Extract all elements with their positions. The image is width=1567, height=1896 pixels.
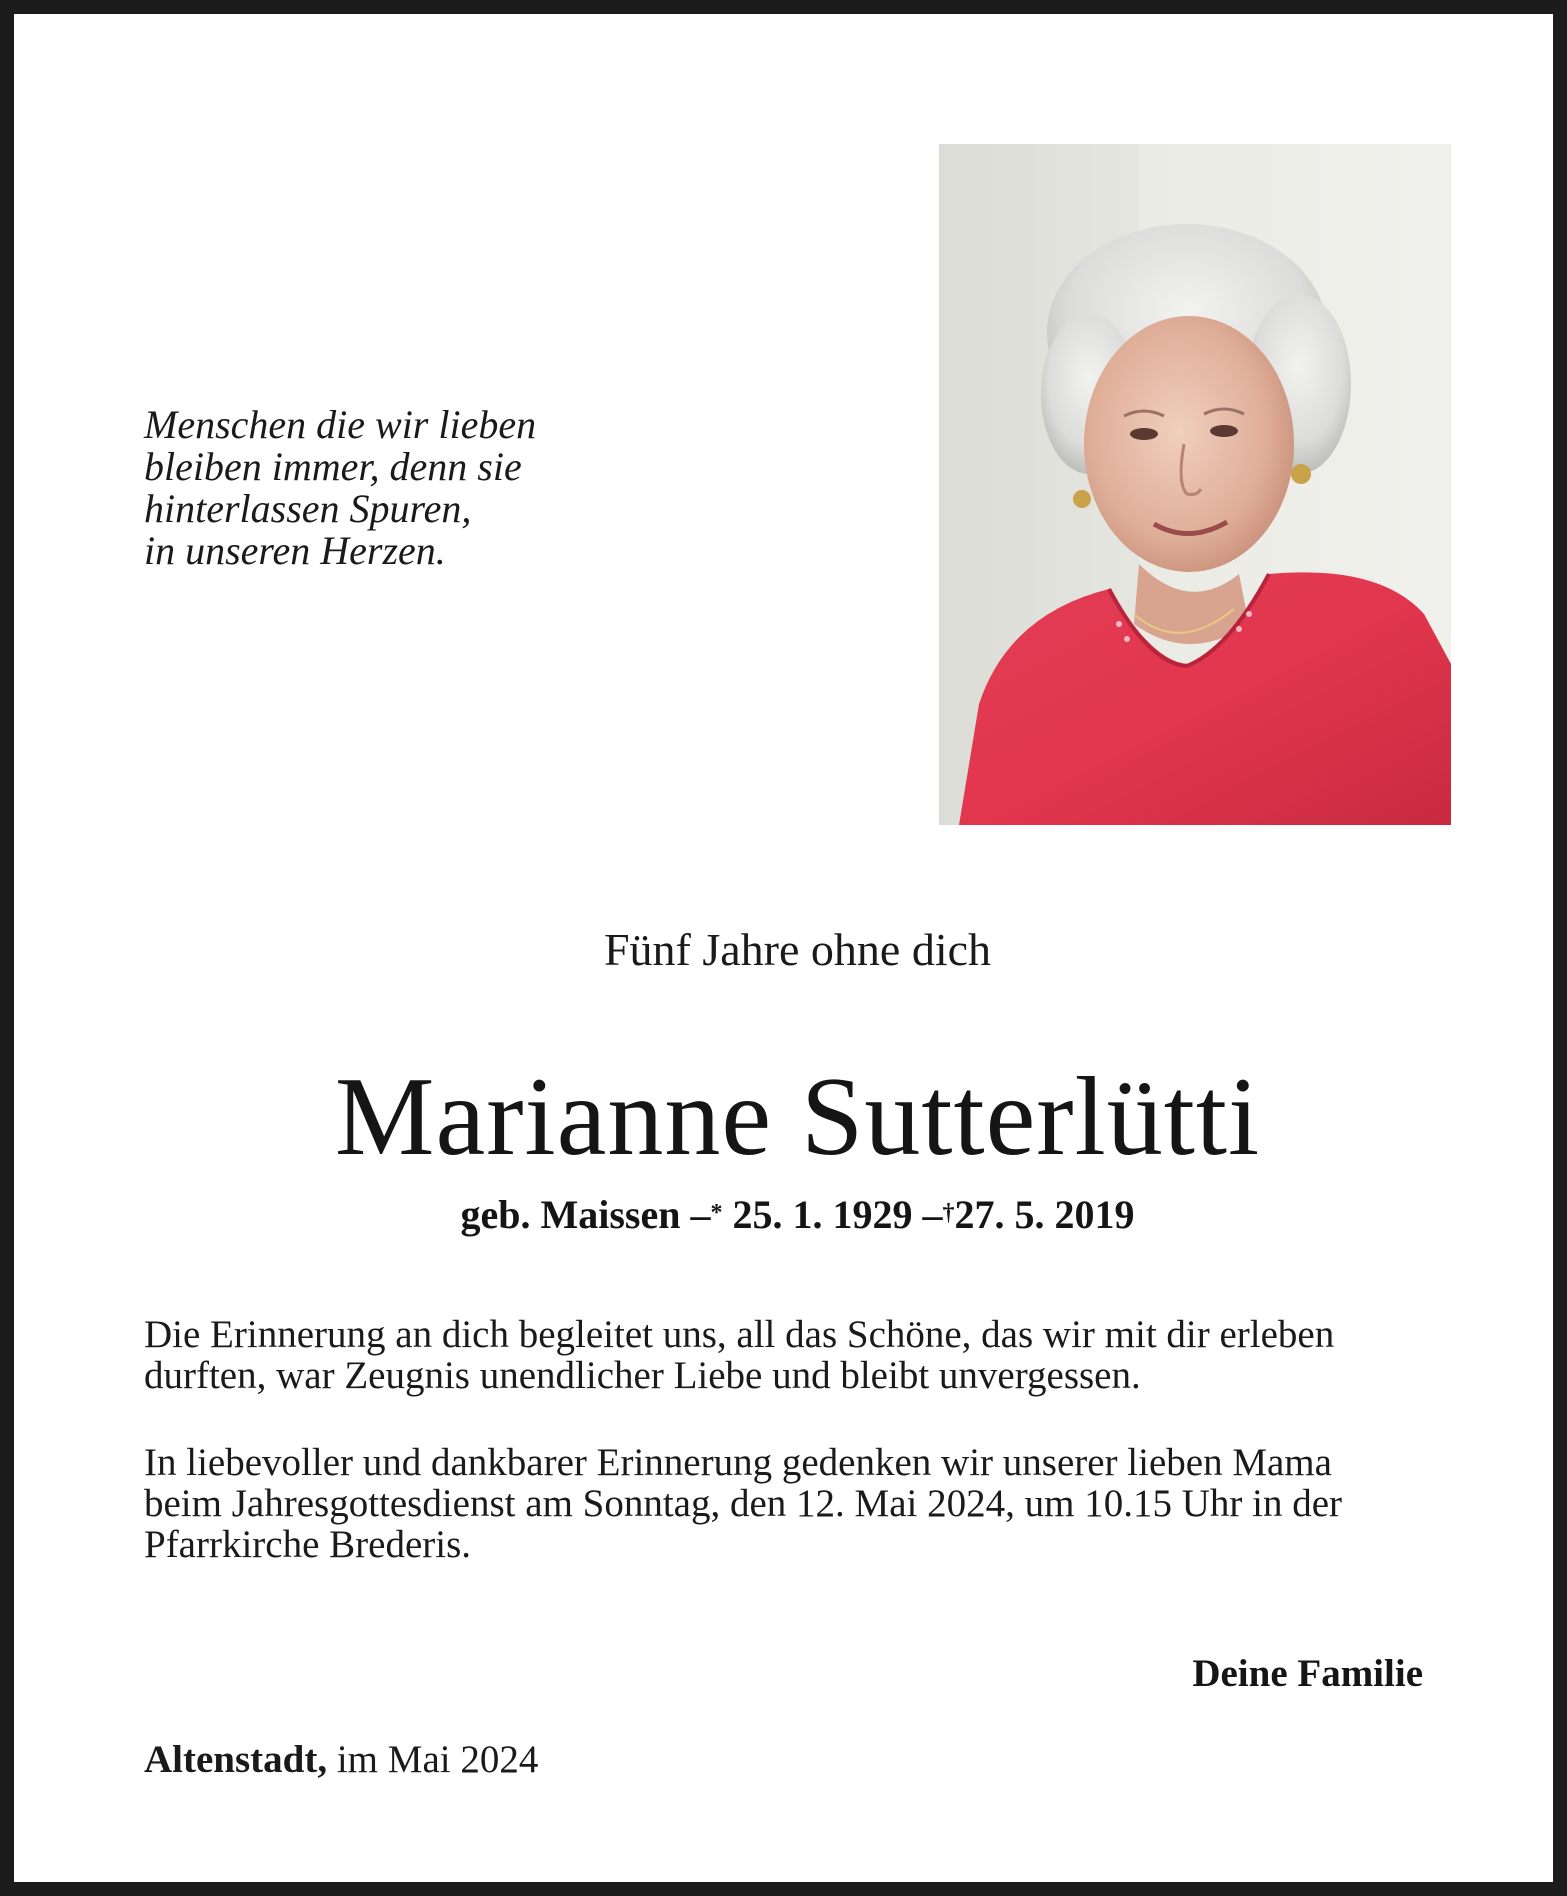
subtitle: Fünf Jahre ohne dich xyxy=(603,924,992,975)
date-separator: – xyxy=(922,1192,943,1237)
death-symbol: † xyxy=(942,1200,955,1226)
family-signature: Deine Familie xyxy=(1192,1652,1423,1695)
portrait-illustration xyxy=(939,144,1451,825)
birth-symbol: * xyxy=(710,1200,723,1226)
paragraph-line: beim Jahresgottesdienst am Sonntag, den 12. Mai 2024, um 10.15 Uhr in der xyxy=(144,1482,1342,1525)
service-paragraph xyxy=(144,1442,1464,1565)
poem-line: in unseren Herzen. xyxy=(144,528,446,573)
date-separator: – xyxy=(690,1192,711,1237)
portrait-photo xyxy=(939,144,1451,825)
paragraph-line: Pfarrkirche Brederis. xyxy=(144,1523,472,1566)
paragraph-line: durften, war Zeugnis unendlicher Liebe und bleibt unvergessen. xyxy=(144,1354,1141,1397)
deceased-name: Marianne Sutterlütti xyxy=(334,1055,1261,1179)
paragraph-line: Die Erinnerung an dich begleitet uns, all das Schöne, das wir mit dir erleben xyxy=(144,1313,1335,1356)
remembrance-paragraph xyxy=(144,1314,1464,1396)
place-city: Altenstadt, xyxy=(144,1738,328,1781)
place-and-date xyxy=(144,1736,538,1784)
paragraph-line: In liebevoller und dankbarer Erinnerung gedenken wir unserer lieben Mama xyxy=(144,1441,1332,1484)
place-date: im Mai 2024 xyxy=(336,1738,539,1781)
memorial-poem xyxy=(144,404,664,572)
death-date: 27. 5. 2019 xyxy=(954,1192,1135,1237)
birth-date: 25. 1. 1929 xyxy=(732,1192,913,1237)
maiden-name: geb. Maissen xyxy=(460,1192,681,1237)
poem-line: bleiben immer, denn sie xyxy=(144,444,522,489)
poem-line: hinterlassen Spuren, xyxy=(144,486,472,531)
poem-line: Menschen die wir lieben xyxy=(144,402,537,447)
life-dates xyxy=(14,1190,1567,1240)
